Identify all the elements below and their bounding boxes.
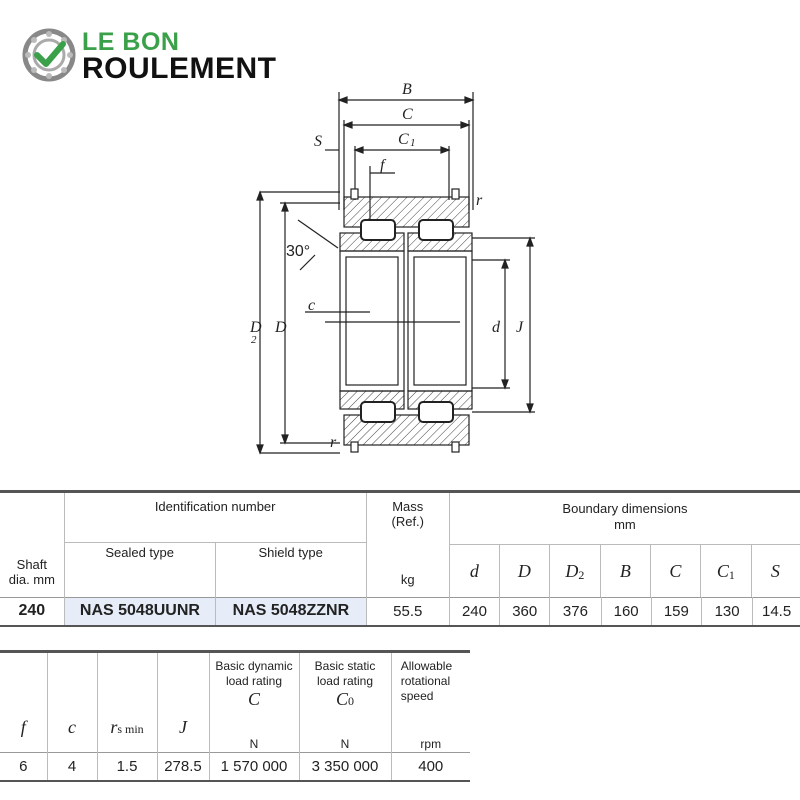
speed-header: Allowable rotational speed rpm <box>400 659 453 751</box>
boundary-col-header <box>601 545 651 597</box>
dim-r-bottom-label: r <box>330 434 337 451</box>
rs-header: rs min <box>97 652 157 753</box>
J-header: J <box>157 652 209 753</box>
rs-value: 1.5 <box>97 753 157 781</box>
identification-header <box>64 492 366 598</box>
dim-d-value: 240 <box>449 598 499 626</box>
bearing-drawing <box>220 70 580 470</box>
shield-type-header: Shield type <box>258 545 323 560</box>
bearing-check-icon <box>22 28 76 82</box>
shield-type-value: NAS 5048ZZNR <box>216 598 366 626</box>
dim-B-label: B <box>402 81 412 98</box>
boundary-header <box>449 492 800 598</box>
dim-d-label: d <box>492 319 500 336</box>
dim-C-label: C <box>402 106 413 123</box>
logo-line1: LE BON <box>82 28 180 56</box>
bearing-cross-section <box>220 70 580 470</box>
dim-C1-label: C <box>398 131 409 148</box>
dim-D-label: D <box>275 319 287 336</box>
boundary-col-subscript: 1 <box>728 567 735 582</box>
static-rating-header: Basic static load rating C0 N <box>299 652 391 753</box>
dim-D2-label: D <box>250 319 262 336</box>
boundary-col-symbol: B <box>619 560 631 581</box>
dim-r-top-label: r <box>476 192 483 209</box>
sealed-type-value: NAS 5048UUNR <box>64 598 215 626</box>
dynamic-rating-header: Basic dynamic load rating C N <box>209 652 299 753</box>
boundary-col-symbol: S <box>770 560 780 581</box>
dim-S-label: S <box>314 133 322 150</box>
dim-D-value: 360 <box>500 598 550 626</box>
dim-B-value: 160 <box>601 598 651 626</box>
ratings-table <box>0 650 470 782</box>
f-header: f <box>0 652 47 753</box>
dim-C1-value: 130 <box>701 598 752 626</box>
sealed-type-header: Sealed type <box>65 543 216 597</box>
boundary-col-symbol: C <box>716 560 729 581</box>
dim-D2-value: 376 <box>550 598 601 626</box>
shaft-header: Shaft dia. mm <box>0 492 64 598</box>
dim-C1-sub: 1 <box>410 137 416 149</box>
boundary-col-header <box>450 545 500 597</box>
dim-f-label: f <box>380 157 385 174</box>
boundary-col-header <box>752 545 799 597</box>
identification-label: Identification number <box>65 493 366 543</box>
c-header: c <box>47 652 97 753</box>
f-value: 6 <box>0 753 47 781</box>
boundary-col-symbol: C <box>669 560 682 581</box>
boundary-col-subscript: 2 <box>578 567 585 582</box>
dimensions-table <box>0 490 800 627</box>
dim-c-label: c <box>308 297 316 314</box>
J-value: 278.5 <box>157 753 209 781</box>
dim-J-label: J <box>516 319 524 336</box>
boundary-label: Boundary dimensions <box>562 501 688 516</box>
c-value: 4 <box>47 753 97 781</box>
boundary-unit: mm <box>614 517 636 532</box>
dim-D2-sub: 2 <box>251 334 257 346</box>
boundary-col-symbol: D <box>517 560 531 581</box>
mass-header: Mass (Ref.) kg <box>366 492 449 598</box>
mass-value: 55.5 <box>366 598 449 626</box>
static-rating-value: 3 350 000 <box>299 753 391 781</box>
boundary-col-header <box>651 545 701 597</box>
boundary-col-symbol: d <box>469 560 479 581</box>
boundary-col-header <box>550 545 601 597</box>
dynamic-rating-value: 1 570 000 <box>209 753 299 781</box>
boundary-col-header <box>701 545 752 597</box>
shaft-value: 240 <box>0 598 64 626</box>
boundary-col-symbol: D <box>565 560 579 581</box>
angle-label: 30° <box>286 243 311 260</box>
boundary-col-header <box>500 545 550 597</box>
dim-C-value: 159 <box>651 598 701 626</box>
dim-S-value: 14.5 <box>761 602 792 620</box>
speed-value: 400 <box>418 758 444 776</box>
logo-line2: ROULEMENT <box>82 52 277 85</box>
